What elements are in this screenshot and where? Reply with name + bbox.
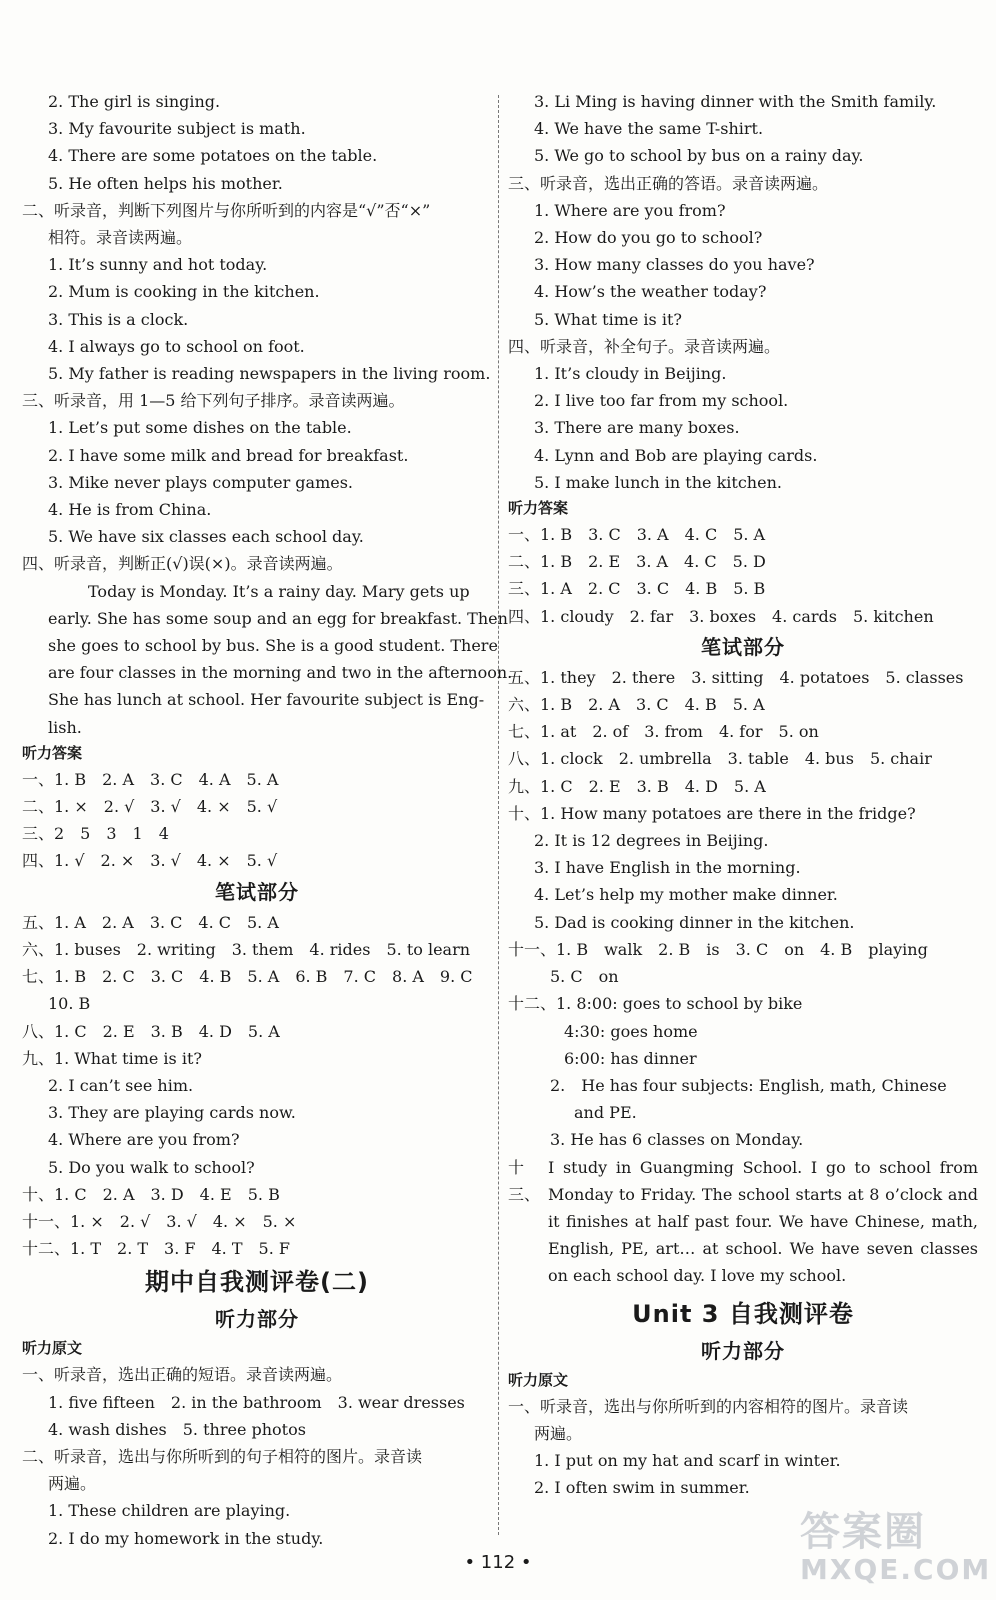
passage-line: lish. [48,717,82,737]
answer-key-line: 九、1. What time is it? [22,1048,202,1068]
answer-key-line: 八、1. C 2. E 3. B 4. D 5. A [22,1021,280,1041]
passage-line: Today is Monday. It’s a rainy day. Mary gets up [88,581,470,601]
page-number: • 112 • [464,1552,532,1573]
answer-key-line: 六、1. buses 2. writing 3. them 4. rides 5. to learn [22,939,471,959]
answer-key-line: 三、2 5 3 1 4 [22,824,169,844]
watermark-logo [800,1508,992,1590]
answer-line: 4. We have the same T-shirt. [534,119,764,139]
answer-key-line: 十二、1. 8:00: goes to school by bike [508,994,803,1014]
answer-line: 4. wash dishes 5. three photos [48,1419,306,1439]
answer-line: 2. I do my homework in the study. [48,1528,324,1548]
answer-key-line: 十、1. C 2. A 3. D 4. E 5. B [22,1184,280,1204]
answer-line: 3. How many classes do you have? [534,255,815,275]
answer-line: 4. I always go to school on foot. [48,336,305,356]
answer-line: 2. I live too far from my school. [534,391,789,411]
answer-key-line: 七、1. at 2. of 3. from 4. for 5. on [508,722,819,742]
answer-line: 5. I make lunch in the kitchen. [534,472,782,492]
section-heading: 听力部分 [701,1338,785,1363]
answer-key-line: 10. B [48,994,91,1014]
answer-key-line: 5. C on [550,967,619,987]
answer-key-line: 五、1. A 2. A 3. C 4. C 5. A [22,912,279,932]
answer-line: 6:00: has dinner [564,1048,697,1068]
essay-block [508,1154,978,1290]
answer-line: 4. He is from China. [48,500,212,520]
answer-line: 5. We go to school by bus on a rainy day. [534,146,864,166]
answer-line: 3. I have English in the morning. [534,858,801,878]
answer-key-line: 三、1. A 2. C 3. C 4. B 5. B [508,579,766,599]
section-heading: 笔试部分 [701,634,785,659]
question-title: 三、听录音，用 1—5 给下列句子排序。录音读两遍。 [22,391,405,411]
question-title-cont: 相符。录音读两遍。 [48,228,193,248]
answer-line: 2. I can’t see him. [48,1075,194,1095]
answer-line: and PE. [574,1103,637,1123]
answer-line: 1. Where are you from? [534,200,726,220]
question-title-cont: 两遍。 [534,1423,583,1443]
essay-text: I study in Guangming School. I go to school from Monday to Friday. The school starts at 8 o’clock and it finishes at half past four. We have Chinese, math, English, PE, art… at school. We have seven classes on each school day. I love my school. [548,1157,978,1286]
answer-key-line: 十二、1. T 2. T 3. F 4. T 5. F [22,1239,290,1259]
answer-key-line: 二、1. B 2. E 3. A 4. C 5. D [508,552,766,572]
section-label: 听力答案 [22,743,83,762]
answer-line: 5. Do you walk to school? [48,1157,255,1177]
answer-line: 4. Lynn and Bob are playing cards. [534,445,818,465]
answer-line: 2. How do you go to school? [534,228,763,248]
answer-line: 4:30: goes home [564,1021,698,1041]
section-label: 听力原文 [508,1370,569,1389]
answer-line: 2. He has four subjects: English, math, Chinese [550,1075,947,1095]
answer-line: 4. Let’s help my mother make dinner. [534,885,838,905]
answer-line: 5. He often helps his mother. [48,173,283,193]
answer-line: 5. We have six classes each school day. [48,527,364,547]
answer-line: 1. It’s cloudy in Beijing. [534,364,727,384]
question-title: 二、听录音，选出与你所听到的句子相符的图片。录音读 [22,1446,423,1466]
answer-line: 2. The girl is singing. [48,92,221,111]
section-label: 听力原文 [22,1339,83,1358]
watermark-url: MXQE.COM [800,1553,992,1586]
question-number: 十三、 [508,1157,541,1204]
passage-line: she goes to school by bus. She is a good student. There [48,636,498,656]
answer-line: 1. Let’s put some dishes on the table. [48,418,352,438]
question-title: 一、听录音，选出与你所听到的内容相符的图片。录音读 [508,1396,909,1416]
answer-line: 5. What time is it? [534,309,682,329]
question-title: 四、听录音，补全句子。录音读两遍。 [508,336,781,356]
column-divider [498,95,499,1535]
test-title: Unit 3 自我测评卷 [632,1299,854,1328]
answer-line: 2. Mum is cooking in the kitchen. [48,282,320,302]
answer-line: 3. Mike never plays computer games. [48,472,354,492]
question-title: 四、听录音，判断正(√)误(×)。录音读两遍。 [22,554,343,574]
answer-line: 2. I have some milk and bread for breakfast. [48,445,409,465]
answer-line: 2. It is 12 degrees in Beijing. [534,831,769,851]
left-column [22,88,513,1552]
test-title: 期中自我测评卷(二) [145,1268,369,1297]
question-title-cont: 两遍。 [48,1474,97,1494]
answer-line: 3. He has 6 classes on Monday. [550,1130,804,1150]
right-column [508,88,978,1501]
answer-key-line: 四、1. cloudy 2. far 3. boxes 4. cards 5. kitchen [508,606,934,626]
section-heading: 笔试部分 [215,879,299,904]
answer-line: 1. I put on my hat and scarf in winter. [534,1450,841,1470]
answer-line: 5. Dad is cooking dinner in the kitchen. [534,912,855,932]
answer-key-line: 九、1. C 2. E 3. B 4. D 5. A [508,776,766,796]
passage-line: are four classes in the morning and two in the afternoon. [48,663,513,683]
answer-key-line: 十、1. How many potatoes are there in the fridge? [508,803,916,823]
watermark-text: 答案圈 [800,1509,926,1555]
answer-line: 3. This is a clock. [48,309,189,329]
section-label: 听力答案 [508,499,569,518]
answer-line: 2. I often swim in summer. [534,1478,750,1498]
answer-line: 4. Where are you from? [48,1130,240,1150]
section-heading: 听力部分 [215,1307,299,1332]
question-title: 二、听录音，判断下列图片与你所听到的内容是“√”否“×” [22,200,431,220]
answer-key-line: 十一、1. B walk 2. B is 3. C on 4. B playing [508,939,928,959]
answer-line: 1. five fifteen 2. in the bathroom 3. wear dresses [48,1392,465,1412]
answer-line: 3. They are playing cards now. [48,1103,296,1123]
question-title: 三、听录音，选出正确的答语。录音读两遍。 [508,173,829,193]
answer-key-line: 七、1. B 2. C 3. C 4. B 5. A 6. B 7. C 8. A 9. C [22,967,473,987]
answer-line: 5. My father is reading newspapers in the living room. [48,364,491,384]
answer-key-line: 六、1. B 2. A 3. C 4. B 5. A [508,695,765,715]
answer-key-line: 二、1. × 2. √ 3. √ 4. × 5. √ [22,797,278,817]
passage-line: early. She has some soup and an egg for breakfast. Then [48,608,508,628]
question-title: 一、听录音，选出正确的短语。录音读两遍。 [22,1365,343,1385]
answer-key-line: 十一、1. × 2. √ 3. √ 4. × 5. × [22,1211,297,1231]
answer-line: 4. There are some potatoes on the table. [48,146,378,166]
answer-line: 3. Li Ming is having dinner with the Smith family. [534,92,937,111]
answer-line: 3. There are many boxes. [534,418,740,438]
answer-key-line: 一、1. B 2. A 3. C 4. A 5. A [22,769,279,789]
answer-line: 4. How’s the weather today? [534,282,767,302]
passage-line: She has lunch at school. Her favourite subject is Eng- [48,690,485,710]
answer-line: 3. My favourite subject is math. [48,119,306,139]
answer-key-line: 五、1. they 2. there 3. sitting 4. potatoes 5. classes [508,667,964,687]
answer-key-line: 四、1. √ 2. × 3. √ 4. × 5. √ [22,851,278,871]
answer-line: 1. These children are playing. [48,1501,291,1521]
answer-line: 1. It’s sunny and hot today. [48,255,268,275]
answer-key-line: 一、1. B 3. C 3. A 4. C 5. A [508,525,766,545]
answer-key-line: 八、1. clock 2. umbrella 3. table 4. bus 5. chair [508,749,932,769]
